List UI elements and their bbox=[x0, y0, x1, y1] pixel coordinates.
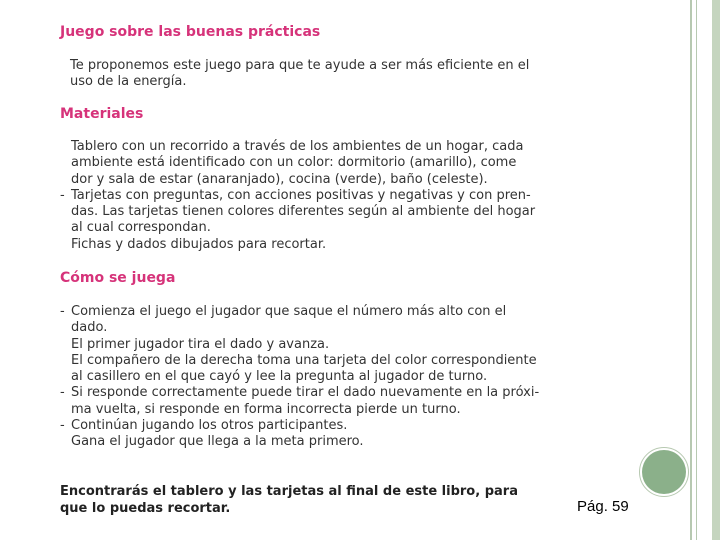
howto-list bbox=[60, 304, 555, 451]
howto-line-text: Si responde correctamente puede tirar el dado nuevamente en la próxi- bbox=[71, 385, 540, 401]
materials-line-text: das. Las tarjetas tienen colores diferentes según al ambiente del hogar bbox=[71, 204, 536, 220]
howto-line bbox=[60, 418, 555, 434]
howto-line bbox=[60, 402, 555, 418]
materials-line bbox=[60, 237, 555, 253]
intro-line: uso de la energía. bbox=[70, 74, 187, 90]
bullet-dash bbox=[60, 353, 71, 369]
footer-line: Encontrarás el tablero y las tarjetas al final de este libro, para bbox=[60, 484, 518, 499]
bullet-dash: - bbox=[60, 304, 65, 319]
howto-line-text: El primer jugador tira el dado y avanza. bbox=[71, 336, 330, 352]
materials-line bbox=[60, 220, 555, 236]
decorative-border-line bbox=[690, 0, 692, 540]
bullet-dash: - bbox=[60, 187, 65, 203]
materials-line bbox=[60, 172, 555, 188]
intro-paragraph bbox=[70, 58, 555, 91]
materials-line-text: Tablero con un recorrido a través de los ambientes de un hogar, cada bbox=[71, 139, 524, 154]
howto-line bbox=[60, 304, 555, 320]
howto-line bbox=[60, 385, 555, 401]
decorative-border-line bbox=[696, 0, 697, 540]
howto-line-text: Gana el jugador que llega a la meta primero. bbox=[71, 434, 364, 450]
howto-line bbox=[60, 434, 555, 450]
howto-line-text: ma vuelta, si responde en forma incorrecta pierde un turno. bbox=[71, 401, 461, 417]
page-number: Pág. 59 bbox=[577, 498, 629, 515]
materials-line bbox=[60, 204, 555, 220]
bullet-dash bbox=[60, 337, 71, 353]
howto-line-text: Comienza el juego el jugador que saque el número más alto con el bbox=[71, 304, 507, 319]
bullet-dash bbox=[60, 320, 71, 336]
bullet-dash bbox=[60, 237, 71, 253]
materials-line-text: Tarjetas con preguntas, con acciones positivas y negativas y con pren- bbox=[71, 187, 531, 203]
materials-line-text: dor y sala de estar (anaranjado), cocina (verde), baño (celeste). bbox=[71, 171, 488, 187]
bullet-dash bbox=[60, 220, 71, 236]
intro-line: Te proponemos este juego para que te ayude a ser más eficiente en el bbox=[70, 58, 530, 73]
bullet-dash: - bbox=[60, 418, 65, 434]
materials-line-text: ambiente está identificado con un color: dormitorio (amarillo), come bbox=[71, 155, 517, 171]
materials-heading: Materiales bbox=[60, 106, 144, 122]
decorative-circle bbox=[642, 450, 686, 494]
howto-line bbox=[60, 353, 555, 369]
howto-line bbox=[60, 320, 555, 336]
materials-line-text: al cual correspondan. bbox=[71, 220, 211, 236]
bullet-dash bbox=[60, 434, 71, 450]
page-title: Juego sobre las buenas prácticas bbox=[60, 24, 321, 40]
howto-line-text: El compañero de la derecha toma una tarjeta del color correspondiente bbox=[71, 352, 537, 368]
bullet-dash bbox=[60, 369, 71, 385]
materials-line bbox=[60, 188, 555, 204]
bullet-dash bbox=[60, 402, 71, 418]
materials-line bbox=[60, 139, 555, 155]
howto-line-text: al casillero en el que cayó y lee la pregunta al jugador de turno. bbox=[71, 369, 488, 385]
bullet-dash bbox=[60, 139, 71, 155]
footer-note bbox=[60, 483, 550, 517]
materials-list bbox=[60, 139, 555, 253]
decorative-border-strip bbox=[712, 0, 720, 540]
howto-heading: Cómo se juega bbox=[60, 270, 176, 286]
bullet-dash: - bbox=[60, 385, 65, 401]
materials-line bbox=[60, 155, 555, 171]
bullet-dash bbox=[60, 204, 71, 220]
bullet-dash bbox=[60, 155, 71, 171]
materials-line-text: Fichas y dados dibujados para recortar. bbox=[71, 236, 327, 252]
howto-line bbox=[60, 369, 555, 385]
howto-line-text: Continúan jugando los otros participantes. bbox=[71, 418, 348, 434]
footer-line: que lo puedas recortar. bbox=[60, 501, 231, 516]
bullet-dash bbox=[60, 172, 71, 188]
howto-line-text: dado. bbox=[71, 320, 108, 336]
howto-line bbox=[60, 337, 555, 353]
